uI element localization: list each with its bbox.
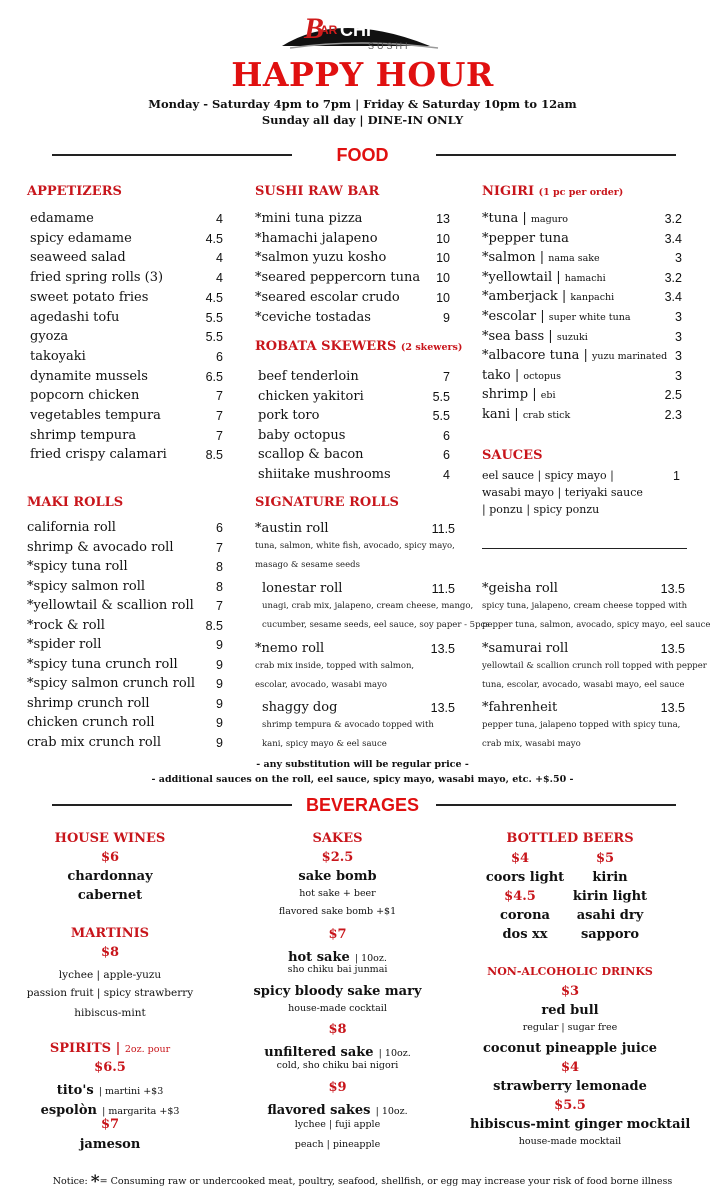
appetizer-item-name: edamame (30, 211, 94, 226)
robata-item-name: shiitake mushrooms (258, 467, 391, 482)
nigiri-item: *salmon | nama sake (482, 250, 600, 266)
nigiri-item-price: 2.5 (664, 388, 682, 403)
nigiri-item-price: 3.2 (664, 212, 682, 226)
robata-item-price: 6 (443, 428, 450, 443)
signature-roll-desc-1: yellowtail & scallion crunch roll topped with pepper (482, 661, 707, 671)
nigiri-item-name: *salmon (482, 250, 536, 266)
nigiri-item: tako | octopus (482, 367, 561, 383)
signature-roll-name: *austin roll (255, 521, 329, 536)
nigiri-item: shrimp | ebi (482, 387, 556, 403)
spicy-bloody-sake-mary-sub: house-made cocktail (288, 1003, 387, 1014)
signature-roll-name: *fahrenheit (482, 700, 558, 715)
hours-line-1: Monday - Saturday 4pm to 7pm | Friday & Saturday 10pm to 12am (148, 97, 577, 111)
maki-item-price: 8 (216, 579, 223, 594)
robata-item-price: 5.5 (432, 389, 450, 404)
sake-bomb-sub-1: hot sake + beer (299, 888, 376, 899)
sakes-title: SAKES (312, 831, 363, 846)
nigiri-item: *amberjack | kanpachi (482, 289, 615, 305)
nigiri-item-subname: ebi (540, 390, 556, 402)
appetizer-item-name: fried spring rolls (3) (30, 270, 164, 286)
signature-title: SIGNATURE ROLLS (255, 495, 399, 510)
signature-roll-desc-2: crab mix, wasabi mayo (482, 739, 581, 749)
maki-item-name: *spider roll (27, 637, 102, 652)
appetizer-item-price: 7 (216, 428, 223, 443)
na-hibiscus-mocktail-sub: house-made mocktail (518, 1136, 622, 1147)
appetizer-item-name: fried crispy calamari (30, 447, 167, 463)
sauces-price: 1 (673, 469, 680, 483)
robata-item-name: baby octopus (258, 427, 346, 443)
maki-title: MAKI ROLLS (27, 495, 124, 510)
nigiri-item-subname: nama sake (548, 253, 600, 265)
signature-roll-price: 11.5 (431, 582, 455, 596)
appetizer-item-price: 5.5 (205, 330, 223, 345)
maki-item-name: *spicy salmon crunch roll (27, 676, 196, 691)
logo-letter-b: B (304, 12, 325, 45)
appetizer-item-name: popcorn chicken (30, 388, 140, 404)
nigiri-item-price: 3.4 (664, 290, 682, 305)
maki-item-name: *yellowtail & scallion roll (27, 598, 194, 613)
nigiri-item-name: shrimp (482, 387, 529, 403)
appetizer-item-name: gyoza (30, 329, 69, 345)
appetizer-item-price: 8.5 (205, 448, 223, 463)
raw-bar-item-price: 13 (436, 212, 450, 226)
beers-price-4: $4 (510, 851, 530, 866)
sakes-price-4: $9 (328, 1080, 347, 1095)
nigiri-item: *escolar | super white tuna (482, 309, 631, 324)
appetizer-item-price: 4.5 (205, 290, 223, 305)
page-title: HAPPY HOUR (231, 55, 494, 94)
spirits-price-1: $6.5 (94, 1060, 126, 1075)
sauces-title: SAUCES (482, 448, 543, 463)
beers-price-5: $5 (595, 851, 615, 866)
signature-roll-price: 13.5 (660, 642, 685, 656)
na-red-bull: red bull (541, 1003, 599, 1018)
na-red-bull-sub: regular | sugar free (522, 1022, 618, 1033)
nigiri-item-name: *pepper tuna (482, 230, 569, 246)
signature-roll-desc-1: unagi, crab mix, jalapeno, cream cheese, mango, (262, 601, 474, 611)
signature-roll-name: shaggy dog (262, 700, 338, 715)
nigiri-item-price: 3.2 (664, 270, 682, 285)
raw-bar-item-name: *ceviche tostadas (255, 309, 371, 325)
signature-roll-desc-2: cucumber, sesame seeds, eel sauce, soy paper - 5pcs (262, 620, 490, 630)
signature-roll-desc-1: tuna, salmon, white fish, avocado, spicy mayo, (255, 541, 455, 551)
spirit-name-1: tito's (56, 1083, 94, 1098)
house-wines-price: $6 (100, 850, 120, 865)
nigiri-item-subname: suzuki (556, 331, 588, 343)
robata-item-price: 6 (443, 448, 450, 463)
maki-item-name: *spicy salmon roll (27, 578, 146, 594)
martinis-price: $8 (100, 945, 120, 960)
spirit-sub-2: margarita +$3 (108, 1106, 180, 1117)
beer-kirin: kirin (592, 870, 628, 885)
appetizer-item-name: agedashi tofu (30, 309, 120, 325)
signature-roll-name: *samurai roll (482, 641, 569, 656)
nigiri-item-price: 3 (675, 329, 682, 344)
spirits-title (20, 1041, 200, 1056)
martinis-title: MARTINIS (70, 926, 150, 941)
raw-bar-item-price: 9 (443, 310, 450, 325)
nigiri-item-name: *escolar (482, 309, 537, 324)
appetizer-item-name: spicy edamame (30, 230, 132, 246)
beers-price-4-5: $4.5 (504, 889, 536, 904)
raw-bar-item-name: *mini tuna pizza (255, 211, 363, 226)
hot-sake-name: hot sake (288, 950, 350, 965)
nigiri-item-name: *sea bass (482, 328, 545, 344)
appetizers-title: APPETIZERS (27, 184, 122, 199)
nigiri-item: *yellowtail | hamachi (482, 269, 606, 285)
spirit-name-2: espolòn (40, 1103, 97, 1118)
logo-text-ar: AR (320, 23, 338, 37)
appetizer-item-price: 7 (216, 409, 223, 423)
appetizer-item-price: 4 (216, 251, 223, 266)
sauces-line-1: eel sauce | spicy mayo | (482, 469, 614, 482)
nigiri-item: *sea bass | suzuki (482, 328, 588, 344)
maki-item-price: 9 (216, 677, 223, 691)
na-strawberry-lemonade: strawberry lemonade (493, 1079, 647, 1094)
nigiri-item-price: 3 (675, 310, 682, 324)
na-hibiscus-mocktail: hibiscus-mint ginger mocktail (470, 1117, 691, 1132)
flavored-sakes-sub-1: lychee | fuji apple (294, 1119, 381, 1130)
signature-roll-price: 11.5 (431, 522, 455, 536)
notice-star: * (90, 1172, 100, 1192)
beer-dos-xx: dos xx (502, 927, 548, 942)
flavored-sakes-name: flavored sakes (267, 1103, 371, 1118)
unfiltered-sake-name: unfiltered sake (264, 1045, 374, 1060)
hot-sake: hot sake | 10oz. (288, 950, 387, 965)
maki-item-name: shrimp crunch roll (27, 695, 150, 711)
maki-item-name: shrimp & avocado roll (27, 539, 174, 555)
martini-line-2: passion fruit | spicy strawberry (26, 987, 194, 999)
sushi-raw-bar-title: SUSHI RAW BAR (255, 184, 380, 199)
signature-roll-desc-1: shrimp tempura & avocado topped with (262, 720, 434, 730)
raw-bar-item-price: 10 (436, 271, 450, 286)
nigiri-item-name: *yellowtail (482, 269, 553, 285)
nigiri-item: *albacore tuna | yuzu marinated (482, 348, 668, 364)
maki-item-name: california roll (27, 520, 116, 535)
appetizer-item-price: 4 (216, 271, 223, 286)
signature-roll-desc-2: masago & sesame seeds (255, 560, 360, 570)
maki-item-price: 7 (216, 599, 223, 613)
maki-item-name: *spicy tuna crunch roll (27, 656, 178, 672)
logo-text-chi: CHI (340, 20, 371, 40)
nigiri-item-name: tako (482, 367, 511, 383)
appetizer-item-price: 6 (216, 349, 223, 364)
beer-sapporo: sapporo (580, 927, 640, 942)
sake-bomb: sake bomb (298, 869, 377, 884)
martini-line-3: hibiscus-mint (74, 1007, 146, 1019)
nigiri-item-price: 3.4 (664, 231, 682, 246)
house-wines-title: HOUSE WINES (54, 831, 166, 846)
beer-kirin-light: kirin light (572, 889, 648, 904)
beer-asahi-dry: asahi dry (576, 908, 644, 923)
hot-sake-sub: sho chiku bai junmai (287, 964, 388, 975)
robata-item-name: scallop & bacon (258, 447, 364, 463)
appetizer-item-name: vegetables tempura (30, 408, 161, 423)
spirit-item-3: jameson (79, 1137, 141, 1152)
raw-bar-item-name: *seared escolar crudo (255, 289, 400, 305)
beer-corona: corona (500, 908, 550, 923)
appetizer-item-name: shrimp tempura (30, 427, 137, 443)
signature-roll-price: 13.5 (660, 701, 685, 715)
spirit-item-2: espolòn | margarita +$3 (40, 1103, 180, 1118)
maki-item-price: 9 (216, 735, 223, 750)
spirit-item-1: tito's | martini +$3 (56, 1083, 164, 1098)
nigiri-item-subname: super white tuna (548, 312, 631, 323)
robata-item-price: 5.5 (432, 409, 450, 424)
maki-item-price: 7 (216, 540, 223, 555)
spirits-title-text: SPIRITS | (49, 1041, 121, 1056)
maki-item-name: *spicy tuna roll (27, 559, 128, 574)
non-alcoholic-title: NON-ALCOHOLIC DRINKS (487, 965, 653, 978)
maki-item-price: 9 (216, 696, 223, 711)
nigiri-item-subname: kanpachi (570, 292, 615, 304)
bottled-beers-title: BOTTLED BEERS (506, 831, 634, 846)
nigiri-item-subname: octopus (523, 370, 561, 382)
nigiri-item-name: *albacore tuna (482, 348, 580, 364)
maki-item-price: 8.5 (205, 618, 223, 633)
appetizer-item-price: 7 (216, 389, 223, 404)
flavored-sakes-sub-2: peach | pineapple (294, 1139, 381, 1150)
sakes-price-2: $7 (328, 927, 347, 942)
raw-food-notice (0, 1172, 725, 1192)
na-price-1: $3 (560, 984, 580, 999)
food-heading: FOOD (336, 145, 389, 165)
robata-item-price: 4 (443, 468, 450, 482)
robata-item-name: beef tenderloin (258, 369, 359, 384)
spicy-bloody-sake-mary: spicy bloody sake mary (253, 984, 422, 999)
na-price-2: $4 (560, 1060, 580, 1075)
nigiri-item-name: kani (482, 407, 511, 422)
robata-note: (2 skewers) (400, 342, 463, 353)
maki-item-price: 9 (216, 638, 223, 652)
flavored-sakes: flavored sakes | 10oz. (267, 1103, 408, 1118)
sakes-price-3: $8 (328, 1022, 347, 1037)
nigiri-item-name: *tuna (482, 211, 519, 226)
spirit-sub-1: martini +$3 (104, 1086, 164, 1097)
signature-roll-desc-2: tuna, escolar, avocado, wasabi mayo, eel sauce (482, 680, 685, 690)
maki-item-price: 9 (216, 657, 223, 672)
robata-title-text: ROBATA SKEWERS (255, 339, 397, 354)
nigiri-item-subname: maguro (530, 214, 569, 225)
raw-bar-item-name: *hamachi jalapeno (255, 230, 378, 246)
nigiri-item: *tuna | maguro (482, 211, 569, 226)
maki-item-price: 8 (216, 560, 223, 574)
beer-coors-light: coors light (485, 870, 565, 885)
signature-roll-name: *geisha roll (482, 581, 558, 596)
robata-item-price: 7 (443, 370, 450, 384)
nigiri-item-price: 3 (675, 368, 682, 383)
sauces-line-2: wasabi mayo | teriyaki sauce (482, 486, 643, 499)
unfiltered-sake: unfiltered sake | 10oz. (264, 1045, 411, 1060)
sauces-line-3: | ponzu | spicy ponzu (482, 503, 600, 516)
spirits-note: 2oz. pour (124, 1044, 171, 1055)
raw-bar-item-price: 10 (436, 290, 450, 305)
signature-roll-desc-1: spicy tuna, jalapeno, cream cheese topped with (482, 601, 688, 611)
maki-item-price: 6 (216, 521, 223, 535)
nigiri-item: kani | crab stick (482, 407, 571, 422)
nigiri-item-subname: crab stick (522, 410, 571, 421)
raw-bar-item-price: 10 (436, 251, 450, 266)
maki-item-name: chicken crunch roll (27, 715, 155, 730)
signature-roll-desc-2: pepper tuna, salmon, avocado, spicy mayo, eel sauce (482, 620, 711, 630)
bev-col-wines (20, 0, 200, 1170)
raw-bar-item-name: *salmon yuzu kosho (255, 250, 387, 266)
maki-item-name: crab mix crunch roll (27, 734, 162, 750)
signature-roll-price: 13.5 (430, 642, 455, 656)
nigiri-item-price: 2.3 (664, 408, 682, 422)
logo-text-sushi: SUSHI (368, 41, 411, 51)
signature-roll-desc-2: escolar, avocado, wasabi mayo (255, 680, 388, 690)
appetizer-item-price: 6.5 (205, 369, 223, 384)
signature-roll-desc-2: kani, spicy mayo & eel sauce (262, 739, 387, 749)
signature-roll-price: 13.5 (430, 701, 455, 715)
nigiri-item-price: 3 (675, 349, 682, 364)
flavored-sakes-size: 10oz. (381, 1106, 408, 1117)
nigiri-item-subname: hamachi (564, 272, 606, 284)
spirits-price-2: $7 (100, 1117, 120, 1132)
unfiltered-sake-sub: cold, sho chiku bai nigori (276, 1060, 399, 1071)
unfiltered-sake-size: 10oz. (384, 1048, 411, 1059)
martini-line-1: lychee | apple-yuzu (58, 969, 162, 981)
hot-sake-size: 10oz. (361, 953, 387, 964)
sake-bomb-sub-2: flavored sake bomb +$1 (278, 906, 397, 917)
substitution-note: - any substitution will be regular price - (256, 759, 469, 770)
signature-roll-desc-1: pepper tuna, jalapeno topped with spicy tuna, (482, 720, 681, 730)
nigiri-title-text: NIGIRI (482, 184, 535, 199)
appetizer-item-name: dynamite mussels (30, 368, 148, 384)
robata-item-name: chicken yakitori (258, 388, 364, 404)
nigiri-item-price: 3 (675, 251, 682, 266)
appetizer-item-name: seaweed salad (30, 250, 126, 266)
appetizer-item-price: 5.5 (205, 310, 223, 325)
maki-item-name: *rock & roll (27, 617, 105, 633)
appetizer-item-name: takoyaki (30, 348, 86, 364)
na-coconut-pineapple: coconut pineapple juice (483, 1041, 657, 1056)
signature-roll-name: lonestar roll (262, 581, 343, 596)
signature-roll-price: 13.5 (660, 582, 685, 596)
beverages-heading: BEVERAGES (305, 795, 420, 815)
nigiri-item-subname: yuzu marinated (592, 351, 668, 363)
bev-col-sakes (250, 0, 425, 1170)
house-wine-item-1: chardonnay (67, 869, 153, 884)
house-wine-item-2: cabernet (77, 888, 143, 903)
nigiri-item-name: *amberjack (482, 289, 558, 305)
raw-bar-item-name: *seared peppercorn tuna (255, 270, 421, 286)
hours-line-2: Sunday all day | DINE-IN ONLY (261, 113, 464, 127)
extra-sauce-note: - additional sauces on the roll, eel sauce, spicy mayo, wasabi mayo, etc. +$.50 - (151, 774, 574, 785)
maki-item-price: 9 (216, 716, 223, 730)
notice-text: = Consuming raw or undercooked meat, poultry, seafood, shellfish, or egg may increase your risk of food borne illness (99, 1176, 673, 1187)
na-price-3: $5.5 (554, 1098, 586, 1113)
nigiri-note: (1 pc per order) (538, 187, 624, 198)
signature-roll-desc-1: crab mix inside, topped with salmon, (255, 661, 415, 671)
appetizer-item-price: 4.5 (205, 231, 223, 246)
notice-label: Notice: (52, 1176, 88, 1187)
sakes-price-1: $2.5 (321, 850, 354, 865)
signature-roll-name: *nemo roll (255, 641, 325, 656)
raw-bar-item-price: 10 (436, 231, 450, 246)
appetizer-item-price: 4 (216, 212, 223, 226)
appetizer-item-name: sweet potato fries (30, 289, 149, 305)
robata-item-name: pork toro (258, 408, 320, 424)
